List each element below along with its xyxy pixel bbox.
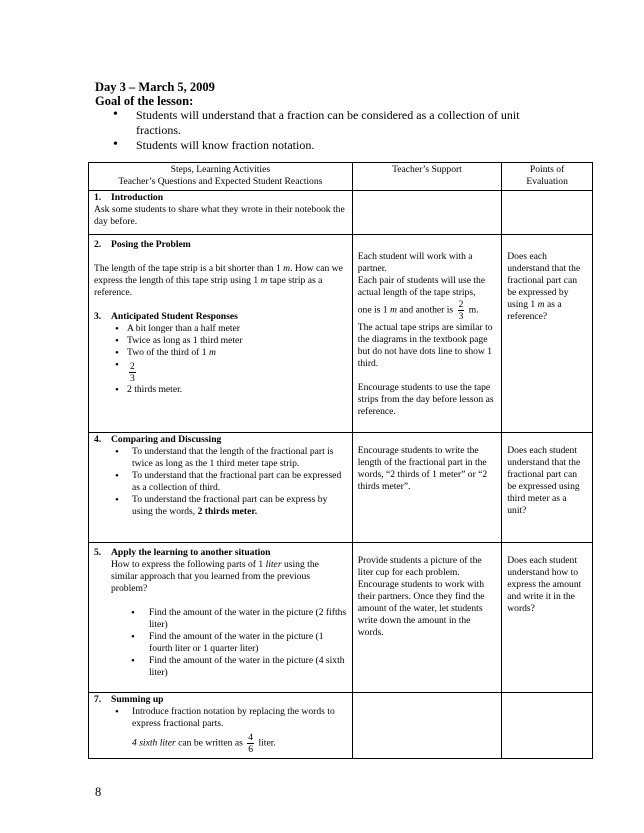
column-header-support: Teacher’s Support [352,163,501,191]
apply-intro: How to express the following parts of 1 liter using the similar approach that you learned from the previous problem? [111,559,319,594]
responses-list [94,323,347,396]
list-item: • To understand that the fractional part can be expressed as a collection of third. [94,470,347,494]
support-cell: Encourage students to write the length of the fractional part in the words, “2 thirds of 1 meter” or “2 thirds meter”. [352,433,501,543]
intro-text: Ask some students to share what they wrote in their notebook the day before. [94,204,345,227]
section-heading: 2. Posing the Problem [94,239,191,250]
table-row [89,235,593,433]
comparing-list [94,446,347,518]
goal-item: • Students will know fraction notation. [113,138,563,153]
lesson-plan-table [88,162,593,759]
table-row [89,693,593,759]
page-number: 8 [95,785,102,799]
list-item: • Twice as long as 1 third meter [94,335,347,347]
lesson-title: Day 3 – March 5, 2009 [95,80,215,94]
steps-cell [89,191,353,235]
list-item: • 2 thirds meter. [94,384,347,396]
list-item [94,359,347,384]
section-heading: 7. Summing up [94,694,164,705]
evaluation-cell [502,191,593,235]
steps-cell [89,693,353,759]
evaluation-cell: Does each student understand that the fractional part can be expressed using third meter as a unit? [502,433,593,543]
evaluation-cell: Does each student understand how to express the amount and write it in the words? [502,543,593,693]
section-heading: 1. Introduction [94,192,164,203]
column-header-evaluation: Points of Evaluation [502,163,593,191]
support-cell [352,693,501,759]
goal-heading: Goal of the lesson: [95,94,194,108]
list-item: • Find the amount of the water in the picture (2 fifths liter) [94,607,347,631]
fraction: $\frac{4}{6}$ [248,732,254,755]
goal-item: • Students will understand that a fraction can be considered as a collection of unit fractions. [113,108,563,138]
fraction: $\frac{2}{3}$ [458,299,464,322]
steps-cell [89,543,353,693]
steps-cell [89,433,353,543]
evaluation-cell: Does each understand that the fractional part can be expressed by using 1 m as a reference? [502,235,593,433]
evaluation-cell [502,693,593,759]
list-item: • Introduce fraction notation by replacing the words to express fractional parts. [94,706,347,730]
table-row [89,433,593,543]
list-item: • To understand that the length of the fractional part is twice as long as the 1 third meter tape strip. [94,446,347,470]
fraction-example: 4 sixth liter can be written as $\frac{4}{6}$ liter. [132,732,276,755]
support-cell: Each student will work with a partner. Each pair of students will use the actual length of the tape strips, one is 1 m and another is $\frac{2}{3}$ m. The actual tape strips are similar to the diagrams in the textbook page but do not have dots line to show 1 third. Encourage students to use the tape strips from the day before lesson as reference. [352,235,501,433]
table-row [89,191,593,235]
section-heading: 4. Comparing and Discussing [94,434,222,445]
list-item: • To understand the fractional part can be express by using the words, 2 thirds meter. [94,494,347,518]
list-item: • Find the amount of the water in the picture (1 fourth liter or 1 quarter liter) [94,631,347,655]
section-heading: 5. Apply the learning to another situation [94,547,271,558]
list-item: • Find the amount of the water in the picture (4 sixth liter) [94,655,347,679]
support-cell [352,191,501,235]
table-header-row [89,163,593,191]
table-row [89,543,593,693]
column-header-steps: Steps, Learning Activities Teacher’s Questions and Expected Student Reactions [89,163,353,191]
apply-list [94,607,347,679]
support-cell: Provide students a picture of the liter cup for each problem. Encourage students to work with their partners. Once they find the amount of the water, let students write down the amount in the words. [352,543,501,693]
fraction: • $\frac{2}{3}$ [130,361,135,384]
list-item: • A bit longer than a half meter [94,323,347,335]
list-item: • Two of the third of 1 m [94,347,347,359]
posing-problem-text: The length of the tape strip is a bit shorter than 1 m. How can we express the length of this tape strip using 1 m tape strip as a reference. [94,263,343,298]
goal-list [113,108,563,153]
section-heading: 3. Anticipated Student Responses [94,311,238,322]
summing-list [94,706,347,730]
steps-cell [89,235,353,433]
